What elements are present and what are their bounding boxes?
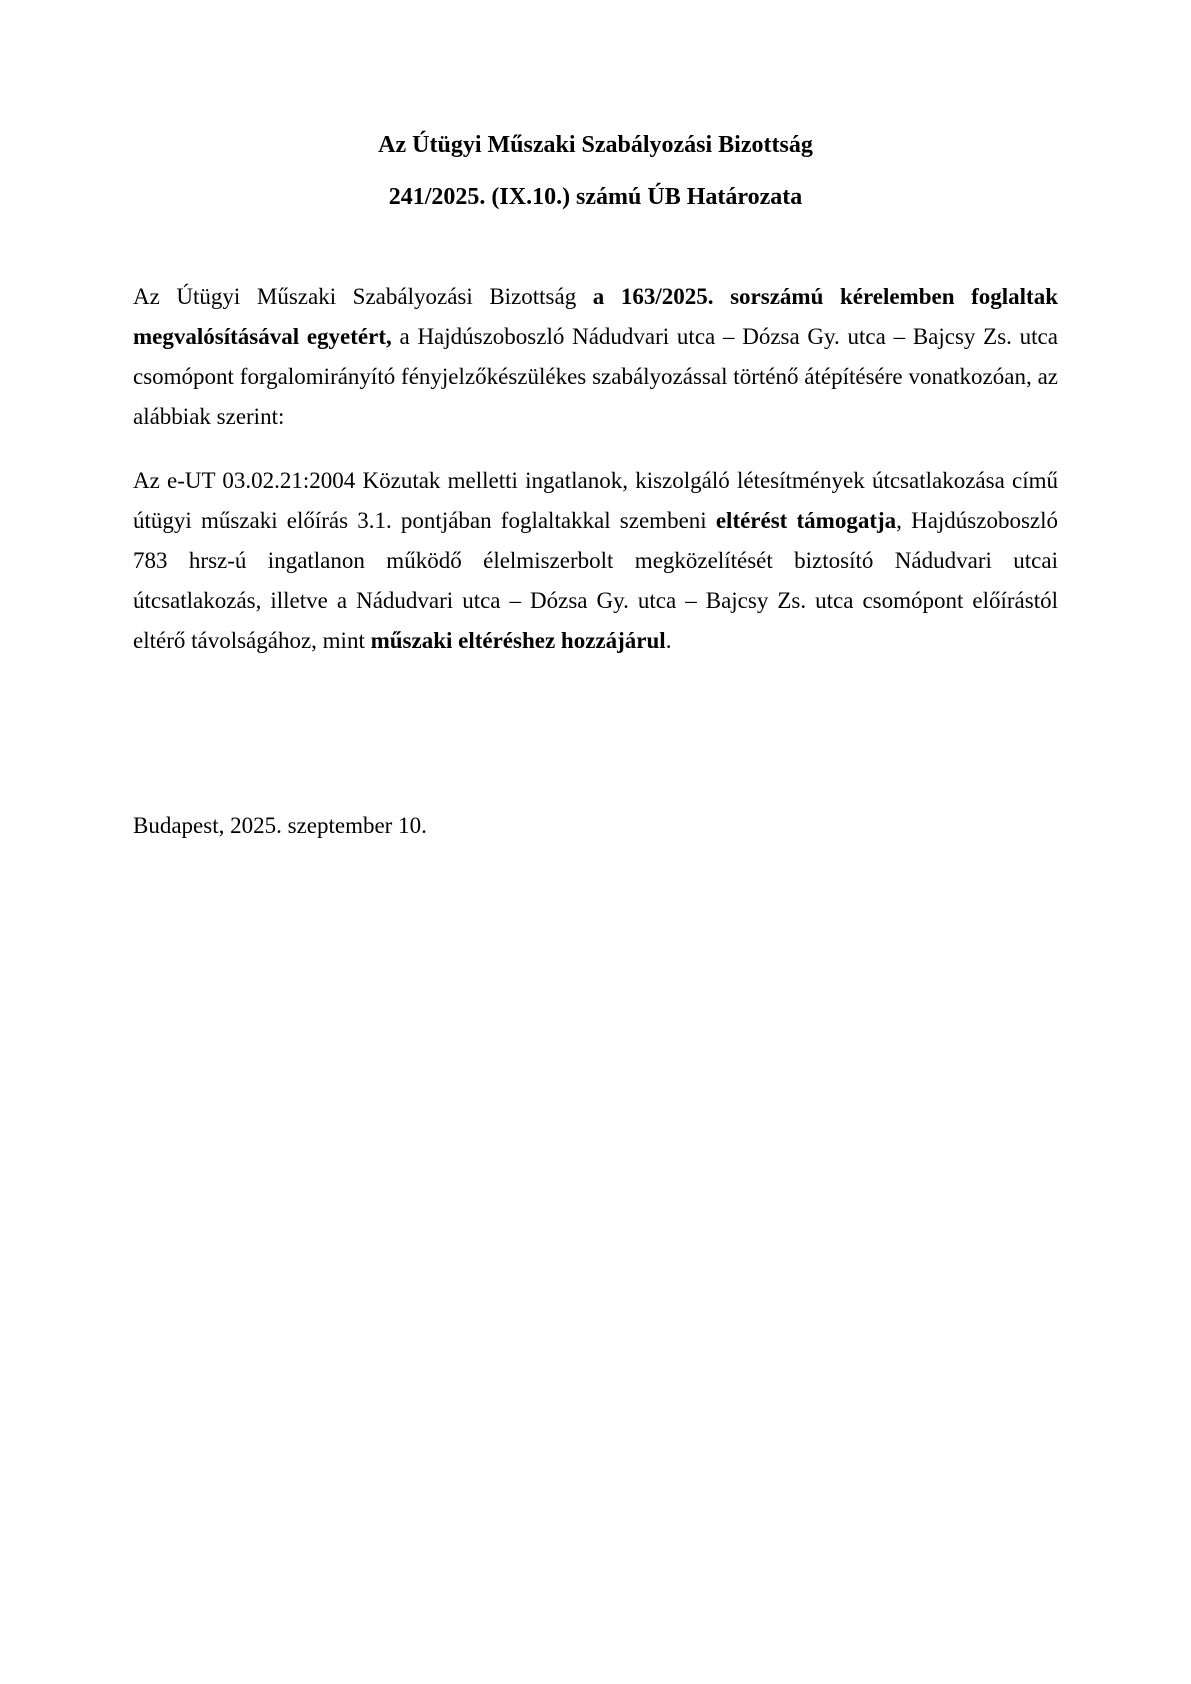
text-run: Az e-UT 03.02.21:2004 Közutak melletti ingatlanok, kiszolgáló létesítmények útcsatlakozása című útügyi műszaki előírás 3.1. pontjában foglaltakkal szembeni xyxy=(133,468,1058,533)
text-run: Az Útügyi Műszaki Szabályozási Bizottság xyxy=(133,284,593,309)
paragraph-decision-intro xyxy=(133,277,1058,437)
text-run: , Hajdúszoboszló 783 hrsz-ú ingatlanon működő élelmiszerbolt megközelítését biztosító Nádudvari utcai útcsatlakozás, illetve a Nádudvari utca – Dózsa Gy. utca – Bajcsy Zs. utca csomópont előírástól eltérő távolságához, mint xyxy=(133,508,1058,653)
bold-text-run: eltérést támogatja xyxy=(715,508,897,533)
document-title-block xyxy=(133,125,1058,217)
document-title-line-2: 241/2025. (IX.10.) számú ÚB Határozata xyxy=(388,184,803,210)
bold-text-run: műszaki eltéréshez hozzájárul xyxy=(370,628,666,653)
document-title-line-1: Az Útügyi Műszaki Szabályozási Bizottság xyxy=(378,132,813,158)
paragraph-decision-detail xyxy=(133,461,1058,661)
text-run: . xyxy=(665,628,672,653)
date-line: Budapest, 2025. szeptember 10. xyxy=(133,813,427,838)
bold-text-run: a 163/2025. sorszámú kérelemben foglaltak megvalósításával egyetért, xyxy=(133,284,1058,349)
text-run: a Hajdúszoboszló Nádudvari utca – Dózsa Gy. utca – Bajcsy Zs. utca csomópont forgalomirányító fényjelzőkészülékes szabályozással történő átépítésére vonatkozóan, az alábbiak szerint: xyxy=(133,324,1058,429)
